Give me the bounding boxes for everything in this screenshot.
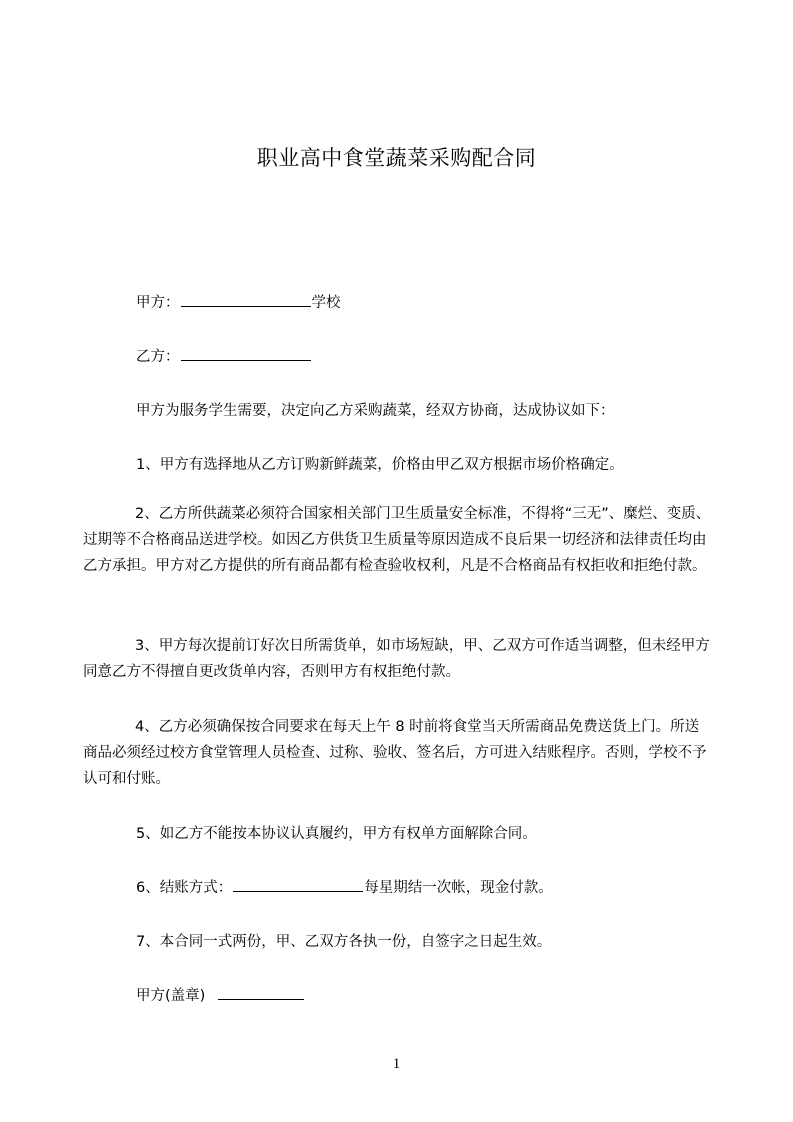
- clause-6: [136, 876, 553, 897]
- page-number: 1: [392, 1056, 401, 1072]
- signature-a-line: [136, 984, 305, 1005]
- party-b-line: [136, 345, 312, 366]
- clause-4: [83, 714, 713, 792]
- clause-3: [83, 633, 713, 685]
- payment-method-blank: [233, 877, 363, 892]
- clause-2-text: 2、乙方所供蔬菜必须符合国家相关部门卫生质量安全标准，不得将“三无”、糜烂、变质、过期等不合格商品送进学校。如因乙方供货卫生质量等原因造成不良后果一切经济和法律责任均由乙方承担。甲方对乙方提供的所有商品都有检查验收权利，凡是不合格商品有权拒收和拒绝付款。: [83, 506, 711, 574]
- document-title: 职业高中食堂蔬菜采购配合同: [256, 146, 537, 170]
- clause-6-label: 6、结账方式：: [136, 880, 233, 896]
- signature-a-label: 甲方(盖章): [136, 988, 206, 1004]
- clause-3-text: 3、甲方每次提前订好次日所需货单，如市场短缺，甲、乙双方可作适当调整，但未经甲方同意乙方不得擅自更改货单内容，否则甲方有权拒绝付款。: [83, 638, 710, 680]
- clause-2: [83, 501, 713, 579]
- party-b-label: 乙方：: [136, 349, 180, 365]
- party-a-label: 甲方：: [136, 295, 180, 311]
- party-a-line: [136, 291, 341, 312]
- party-a-blank: [181, 292, 311, 307]
- party-b-blank: [181, 346, 311, 361]
- party-a-suffix: 学校: [311, 295, 341, 311]
- signature-a-blank: [218, 985, 304, 1000]
- clause-6-suffix: 每星期结一次帐，现金付款。: [364, 880, 553, 896]
- intro-paragraph: 甲方为服务学生需要，决定向乙方采购蔬菜，经双方协商，达成协议如下：: [136, 403, 615, 419]
- clause-4-text: 4、乙方必须确保按合同要求在每天上午 8 时前将食堂当天所需商品免费送货上门。所送商品必须经过校方食堂管理人员检查、过称、验收、签名后，方可进入结账程序。否则，学校不予认可和付账。: [83, 719, 707, 787]
- clause-7: 7、本合同一式两份，甲、乙双方各执一份，自签字之日起生效。: [136, 934, 552, 950]
- clause-1: 1、甲方有选择地从乙方订购新鲜蔬菜，价格由甲乙双方根据市场价格确定。: [136, 457, 624, 473]
- clause-5: 5、如乙方不能按本协议认真履约，甲方有权单方面解除合同。: [136, 826, 537, 842]
